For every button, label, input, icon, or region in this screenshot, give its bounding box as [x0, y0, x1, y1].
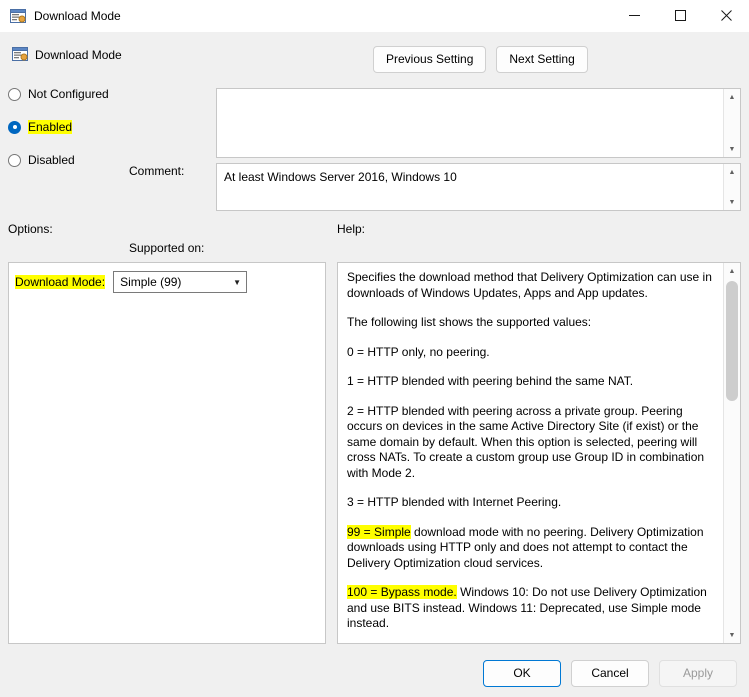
help-paragraph-bypass: [347, 585, 714, 632]
apply-button[interactable]: Apply: [659, 660, 737, 687]
caption-buttons: [611, 0, 749, 32]
help-scroll-down-icon[interactable]: ▼: [728, 631, 736, 639]
comment-label: Comment:: [129, 164, 185, 178]
help-paragraph: 1 = HTTP blended with peering behind the same NAT.: [347, 374, 634, 388]
radio-enabled-label: Enabled: [28, 120, 73, 134]
radio-not-configured-indicator[interactable]: [8, 88, 21, 101]
radio-not-configured[interactable]: [8, 82, 128, 106]
radio-enabled-indicator[interactable]: [8, 121, 21, 134]
help-paragraph-bypass-rest: Windows 10: Do not use Delivery Optimization and use BITS instead. Windows 11: Deprecated, use Simple mode instead.: [347, 585, 707, 630]
previous-setting-button[interactable]: Previous Setting: [373, 46, 486, 73]
supported-on-scrollbar[interactable]: [723, 164, 740, 210]
radio-enabled[interactable]: [8, 115, 128, 139]
cancel-button[interactable]: Cancel: [571, 660, 649, 687]
title-bar: [0, 0, 749, 32]
radio-disabled[interactable]: [8, 148, 128, 172]
window-title: Download Mode: [34, 8, 121, 23]
download-mode-value: Simple (99): [120, 275, 182, 289]
comment-value[interactable]: [217, 89, 740, 99]
download-mode-dropdown[interactable]: [113, 271, 247, 293]
download-mode-option-row: [9, 263, 325, 293]
help-paragraph-simple: [347, 525, 714, 572]
help-paragraph: The following list shows the supported values:: [347, 315, 592, 329]
help-scroll-up-icon[interactable]: ▲: [728, 267, 736, 275]
comment-scroll-down-icon[interactable]: ▼: [728, 145, 736, 153]
help-highlight-bypass: 100 = Bypass mode.: [347, 585, 457, 599]
radio-not-configured-label: Not Configured: [28, 87, 109, 101]
setting-nav-buttons: [373, 46, 588, 73]
help-pane: [337, 262, 741, 644]
ok-button[interactable]: OK: [483, 660, 561, 687]
help-scrollbar[interactable]: [723, 263, 740, 643]
group-policy-icon: [10, 8, 26, 24]
help-paragraph: 0 = HTTP only, no peering.: [347, 344, 490, 359]
supported-on-value: At least Windows Server 2016, Windows 10: [224, 170, 457, 184]
policy-state-radiogroup: [8, 82, 128, 181]
comment-scroll-up-icon[interactable]: ▲: [728, 93, 736, 101]
help-text: [338, 263, 723, 643]
minimize-button[interactable]: [611, 0, 657, 32]
chevron-down-icon[interactable]: ▼: [233, 277, 242, 287]
radio-disabled-label: Disabled: [28, 153, 75, 167]
help-paragraph-simple-rest: download mode with no peering. Delivery Optimization downloads using HTTP only and does not attempt to contact the Delivery Optimization cloud services.: [347, 524, 704, 570]
supported-on-textbox[interactable]: [216, 163, 741, 211]
maximize-button[interactable]: [657, 0, 703, 32]
supported-scroll-down-icon[interactable]: ▼: [728, 198, 736, 206]
group-policy-small-icon: [12, 46, 28, 65]
supported-on-label: Supported on:: [129, 241, 205, 255]
next-setting-button[interactable]: Next Setting: [496, 46, 587, 73]
help-paragraph: Specifies the download method that Delivery Optimization can use in downloads of Windows Updates, Apps and App updates.: [347, 270, 712, 300]
help-paragraph: 3 = HTTP blended with Internet Peering.: [347, 495, 562, 509]
radio-disabled-indicator[interactable]: [8, 154, 21, 167]
comment-scrollbar[interactable]: [723, 89, 740, 157]
close-button[interactable]: [703, 0, 749, 32]
supported-scroll-up-icon[interactable]: ▲: [728, 168, 736, 176]
policy-title: Download Mode: [35, 48, 122, 62]
options-pane: [8, 262, 326, 644]
help-highlight-simple: 99 = Simple: [347, 524, 411, 539]
help-paragraph: 2 = HTTP blended with peering across a private group. Peering occurs on devices in the same Active Directory Site (if exist) or the same domain by default. When this option is selected, peering will cross NATs. To create a custom group use Group ID in combination with Mode 2.: [347, 403, 705, 480]
download-mode-label: Download Mode:: [15, 275, 106, 289]
help-label: Help:: [337, 222, 366, 236]
comment-textbox[interactable]: [216, 88, 741, 158]
dialog-footer: [0, 650, 749, 697]
options-label: Options:: [8, 222, 53, 236]
help-scroll-thumb[interactable]: [726, 281, 738, 401]
